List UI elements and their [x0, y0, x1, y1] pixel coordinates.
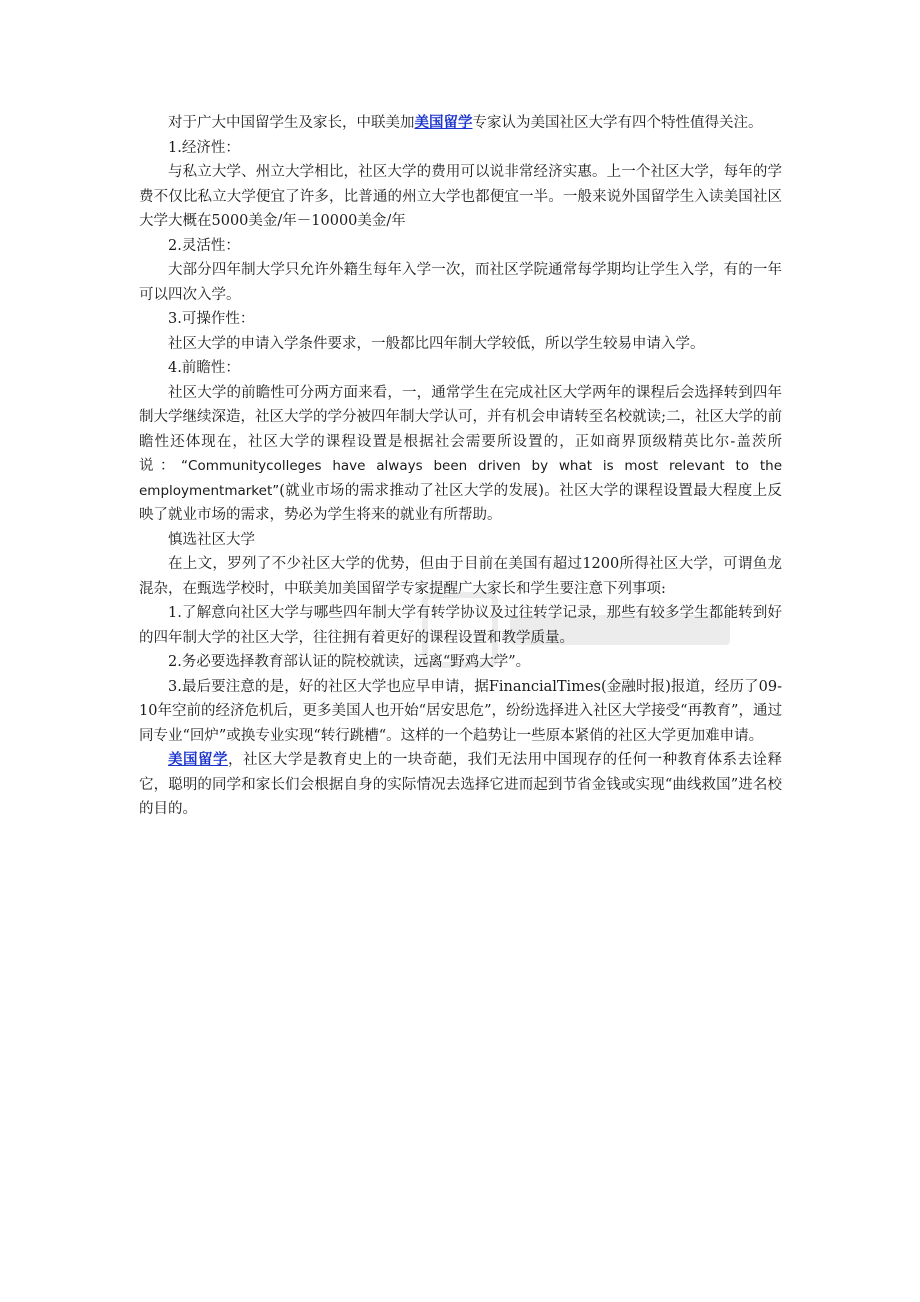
us-study-link[interactable]: 美国留学: [414, 114, 473, 131]
intro-text-after: 专家认为美国社区大学有四个特性值得关注。: [472, 115, 763, 131]
heading-operability: 3.可操作性：: [168, 311, 255, 327]
list-item-accredited: 2.务必要选择教育部认证的院校就读，远离“野鸡大学”。: [168, 654, 531, 670]
paragraph-forward-looking: [139, 381, 782, 528]
forward-text-part2: (就业市场的需求推动了社区大学的发展)。社区大学的课程设置最大程度上反映了就业市场的需求，势必为学生将来的就业有所帮助。: [139, 482, 782, 523]
paragraph-choose-carefully: 在上文，罗列了不少社区大学的优势，但由于目前在美国有超过1200所得社区大学，可谓鱼龙混杂，在甄选学校时，中联美加美国留学专家提醒广大家长和学生要注意下列事项:: [139, 556, 782, 597]
intro-text-before: 对于广大中国留学生及家长，中联美加: [168, 115, 415, 131]
forward-text-part1: 社区大学的前瞻性可分两方面来看，一，通常学生在完成社区大学两年的课程后会选择转到四年制大学继续深造，社区大学的学分被四年制大学认可，并有机会申请转至名校就读;二，社区大学的前瞻性还体现在，社区大学的课程设置是根据社会需要所设置的，正如商界顶级精英比尔-盖茨所说：: [139, 384, 782, 474]
paragraph-flexibility: 大部分四年制大学只允许外籍生每年入学一次，而社区学院通常每学期均让学生入学，有的一年可以四次入学。: [139, 262, 782, 303]
heading-choose-carefully: 慎选社区大学: [168, 531, 255, 548]
paragraph-economy: 与私立大学、州立大学相比，社区大学的费用可以说非常经济实惠。上一个社区大学，每年的学费不仅比私立大学便宜了许多，比普通的州立大学也都便宜一半。一般来说外国留学生入读美国社区大学大概在5000美金/年－10000美金/年: [139, 164, 782, 229]
us-study-link-closing[interactable]: 美国留学: [168, 751, 228, 768]
intro-paragraph: [139, 111, 782, 136]
closing-paragraph: [139, 748, 782, 822]
list-item-apply-early: 3.最后要注意的是，好的社区大学也应早申请，据FinancialTimes(金融时报)报道，经历了09-10年空前的经济危机后，更多美国人也开始“居安思危”，纷纷选择进入社区大学接受“再教育”，通过同专业“回炉”或换专业实现“转行跳槽“。这样的一个趋势让一些原本紧俏的社区大学更加难申请。: [139, 678, 782, 744]
heading-forward-looking: 4.前瞻性：: [168, 360, 240, 376]
closing-text: ，社区大学是教育史上的一块奇葩，我们无法用中国现存的任何一种教育体系去诠释它，聪明的同学和家长们会根据自身的实际情况去选择它进而起到节省金钱或实现“曲线救国”进名校的目的。: [139, 752, 782, 817]
document-body: [139, 111, 782, 822]
heading-economy: 1.经济性：: [168, 139, 240, 156]
heading-flexibility: 2.灵活性：: [168, 237, 240, 254]
list-item-transfer: 1.了解意向社区大学与哪些四年制大学有转学协议及过往转学记录，那些有较多学生都能转到好的四年制大学的社区大学，往往拥有着更好的课程设置和教学质量。: [139, 605, 782, 646]
bill-gates-quote: “Communitycolleges have always been driven by what is most relevant to the employmentmarket”: [139, 458, 782, 499]
paragraph-operability: 社区大学的申请入学条件要求，一般都比四年制大学较低，所以学生较易申请入学。: [168, 335, 705, 352]
